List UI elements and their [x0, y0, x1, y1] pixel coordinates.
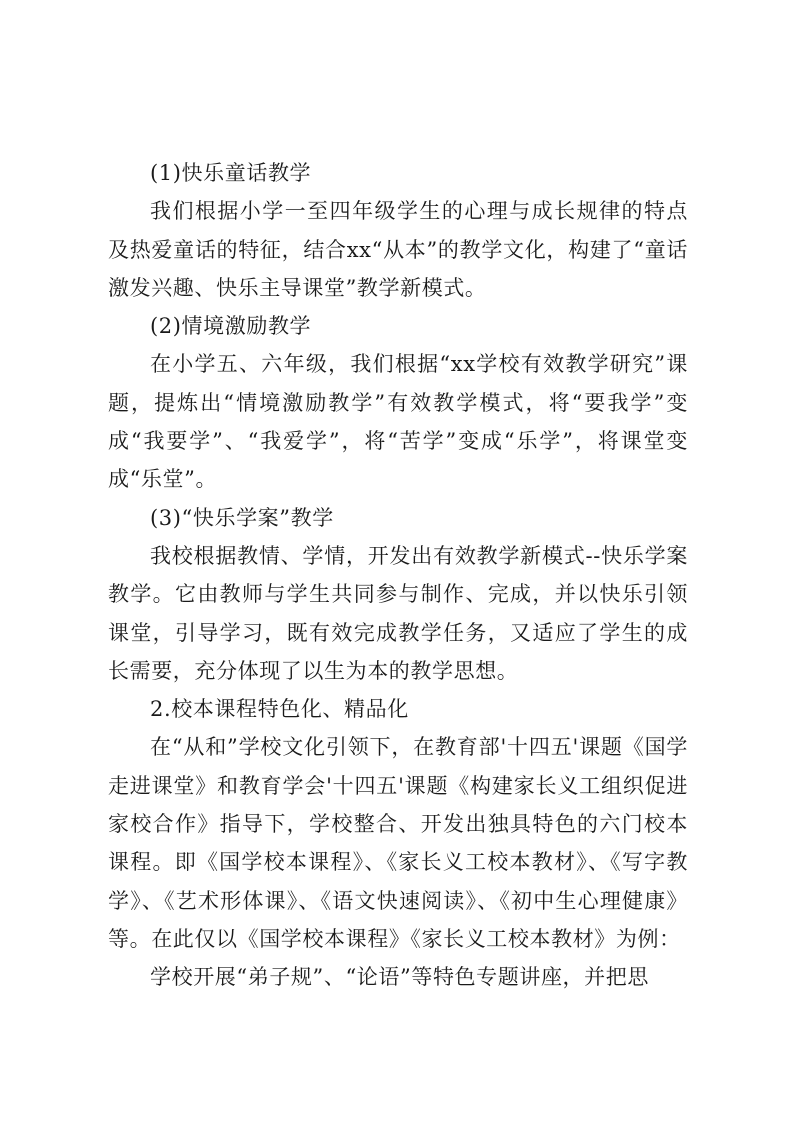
heading-school-curriculum: 2.校本课程特色化、精品化: [150, 697, 409, 722]
heading-situational-motivation-teaching: (2)情境激励教学: [150, 314, 312, 339]
heading-happy-study-plan-teaching: (3)“快乐学案”教学: [150, 505, 334, 530]
heading-happy-fairy-tale-teaching: (1)快乐童话教学: [150, 161, 312, 185]
paragraph-situational-model: 在小学五、六年级，我们根据“xx学校有效教学研究”课题，提炼出“情境激励教学”有效教学模式，将“要我学”变成“我要学”、“我爱学”，将“苦学”变成“乐学”，将课堂变成“乐堂”。: [108, 352, 688, 492]
paragraph-study-plan-model: 我校根据教情、学情，开发出有效教学新模式--快乐学案教学。它由教师与学生共同参与制作、完成，并以快乐引领课堂，引导学习，既有效完成教学任务，又适应了学生的成长需要，充分体现了以生为本的教学思想。: [108, 543, 688, 683]
paragraph-fairy-tale-model: 我们根据小学一至四年级学生的心理与成长规律的特点及热爱童话的特征，结合xx“从本”的教学文化，构建了“童话激发兴趣、快乐主导课堂”教学新模式。: [108, 199, 688, 300]
paragraph-lectures: 学校开展“弟子规”、“论语”等特色专题讲座，并把思: [150, 965, 649, 990]
paragraph-school-curriculum: 在“从和”学校文化引领下，在教育部'十四五'课题《国学走进课堂》和教育学会'十四五'课题《构建家长义工组织促进家校合作》指导下，学校整合、开发出独具特色的六门校本课程。即《国学校本课程》、《家长义工校本教材》、《写字教学》、《艺术形体课》、《语文快速阅读》、《初中生心理健康》等。在此仅以《国学校本课程》《家长义工校本教材》为例：: [108, 735, 688, 951]
document-body: [108, 154, 688, 997]
